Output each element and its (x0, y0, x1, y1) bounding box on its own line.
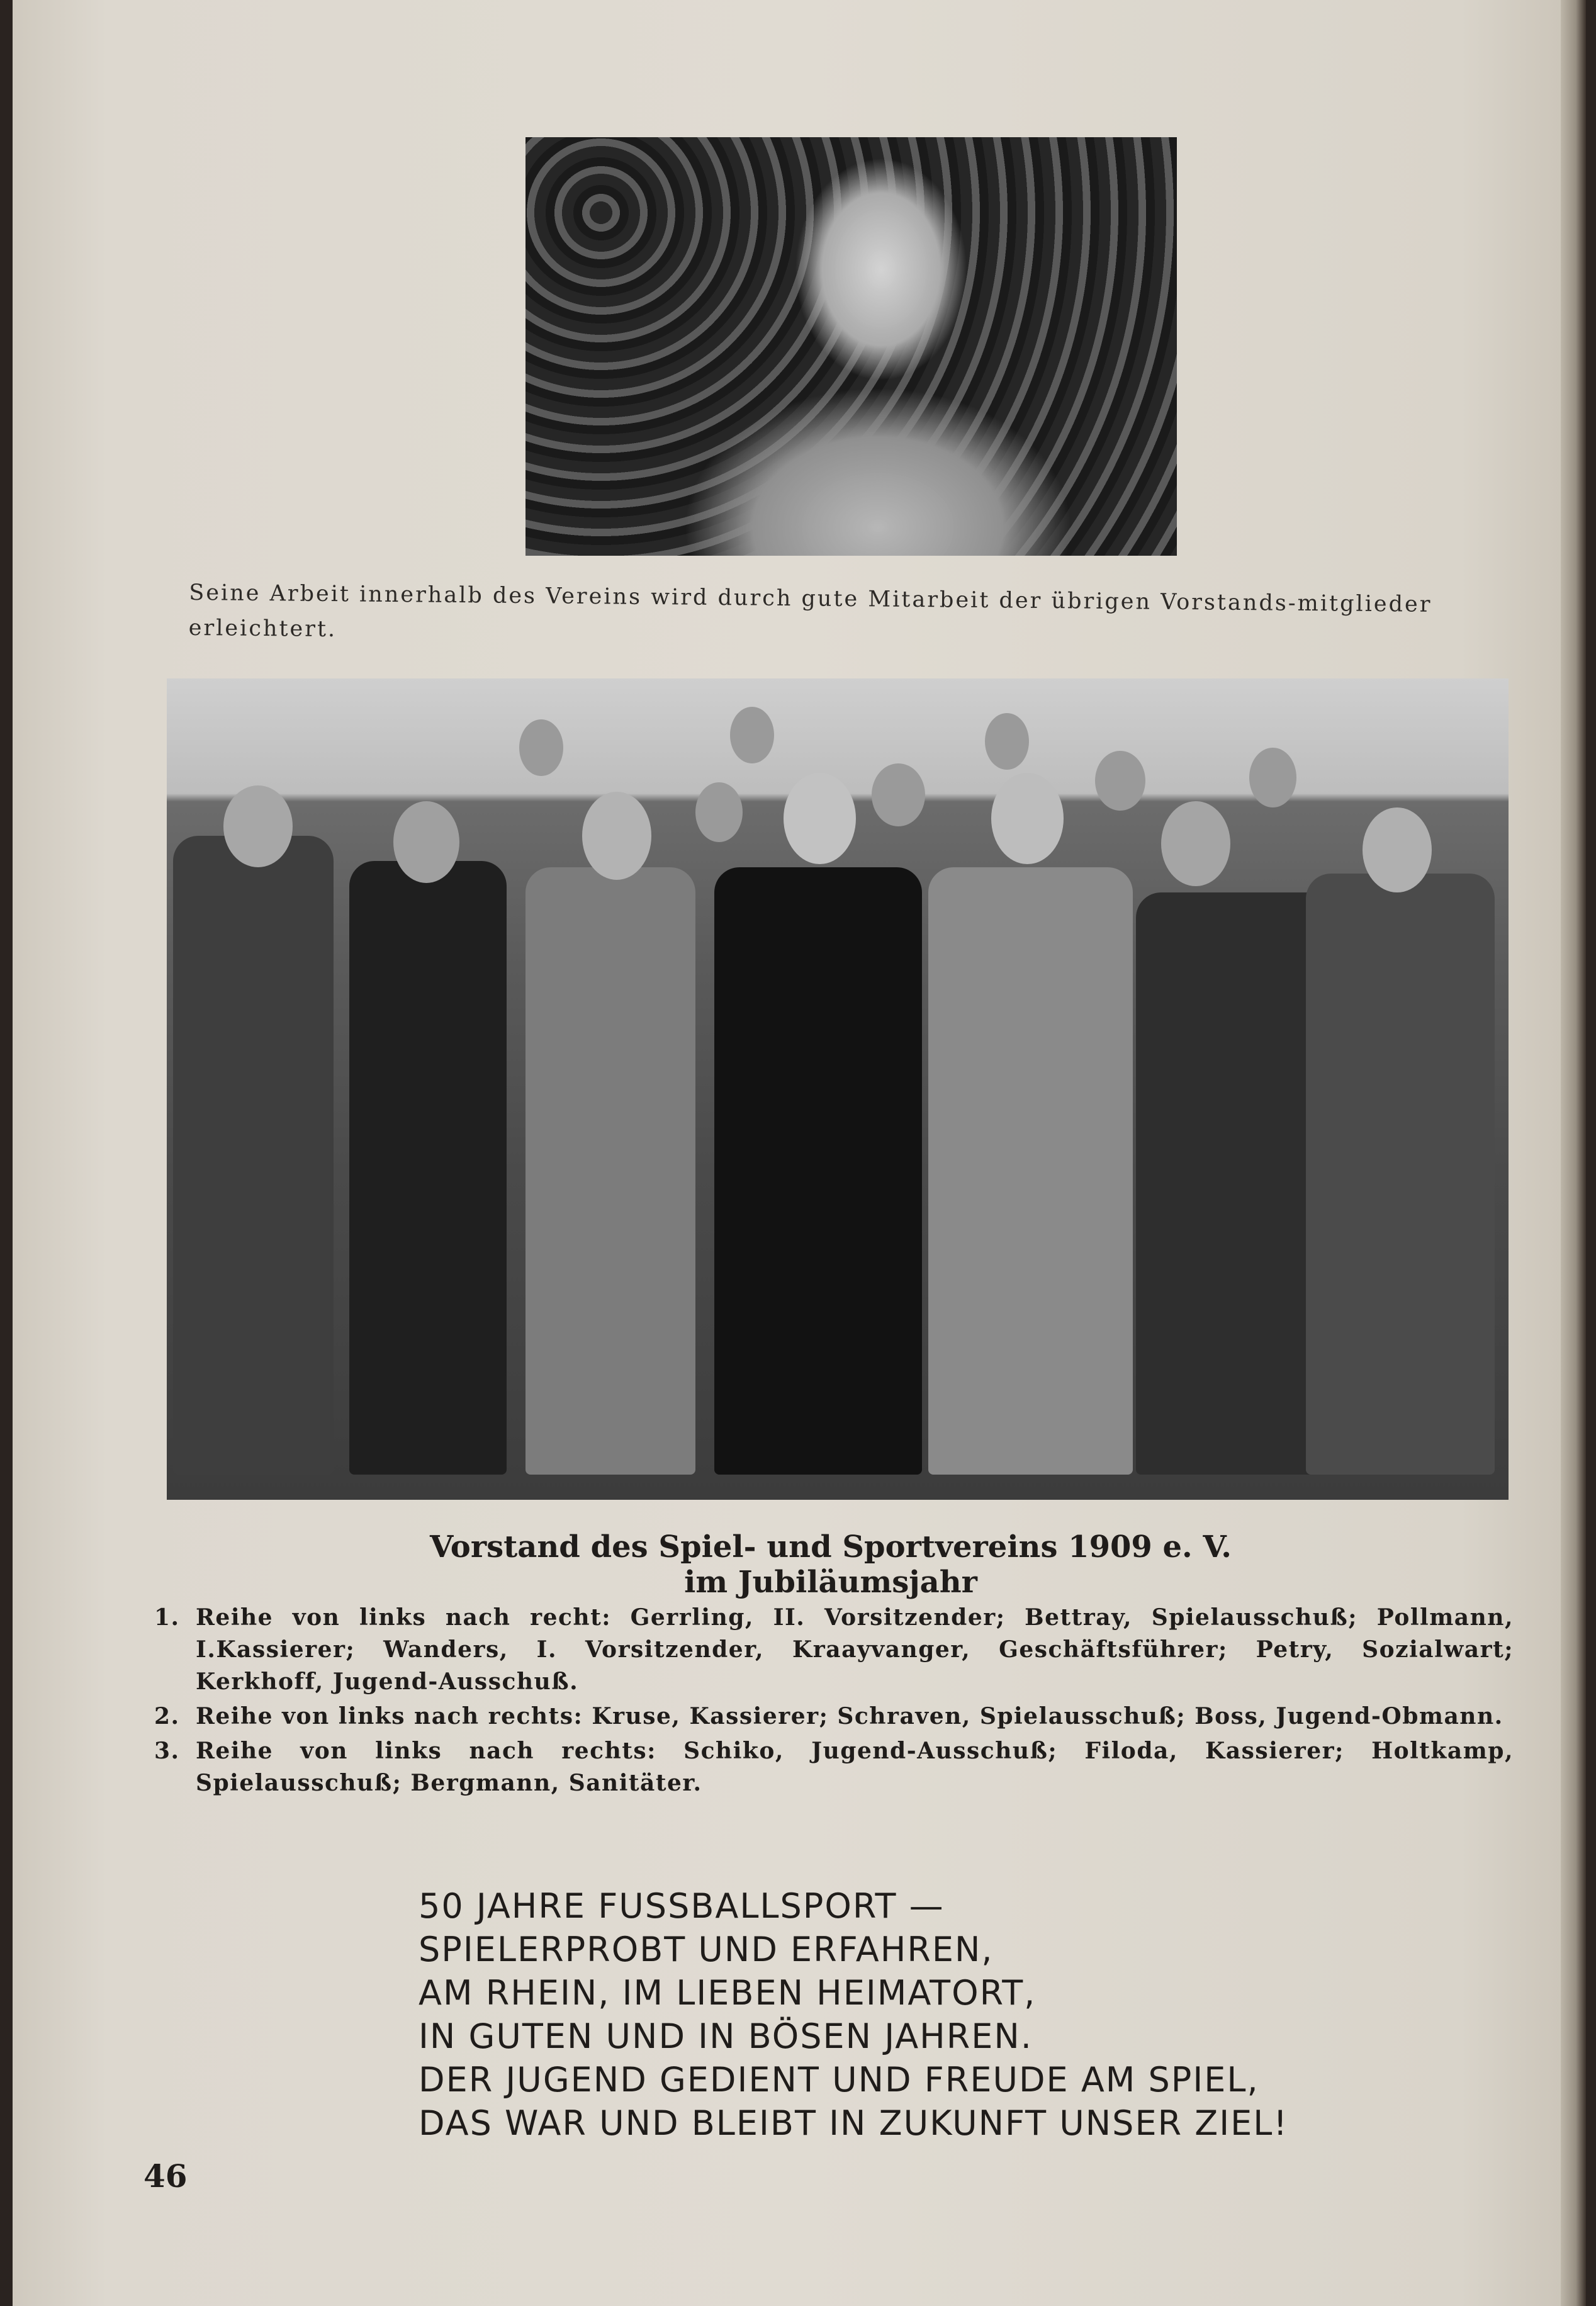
row-number: 2. (154, 1703, 180, 1730)
poem-line: DAS WAR UND BLEIBT IN ZUKUNFT UNSER ZIEL! (419, 2103, 1289, 2143)
row-description-1 (154, 1602, 1514, 1698)
row-text: Reihe von links nach rechts: Schiko, Jugend-Ausschuß; Filoda, Kassierer; Holtkamp, Spielausschuß; Bergmann, Sanitäter. (196, 1738, 1514, 1796)
board-title (201, 1529, 1460, 1600)
row-text: Reihe von links nach recht: Gerrling, II. Vorsitzender; Bettray, Spielausschuß; Pollmann, I.Kassierer; Wanders, I. Vorsitzender, Kraayvanger, Geschäftsführer; Petry, Sozialwart; Kerkhoff, Jugend-Ausschuß. (196, 1604, 1514, 1695)
row-descriptions (154, 1602, 1514, 1802)
row-number: 3. (154, 1738, 180, 1764)
portrait-caption: Seine Arbeit innerhalb des Vereins wird durch gute Mitarbeit der übrigen Vorstands-mitglieder erleichtert. (188, 580, 1432, 643)
row-description-3 (154, 1735, 1514, 1799)
poem (419, 1884, 1596, 2145)
portrait-photo (525, 137, 1177, 556)
row-description-2 (154, 1701, 1514, 1733)
board-title-line2: im Jubiläumsjahr (684, 1565, 977, 1600)
row-text: Reihe von links nach rechts: Kruse, Kassierer; Schraven, Spielausschuß; Boss, Jugend-Obmann. (196, 1703, 1503, 1730)
poem-line: IN GUTEN UND IN BÖSEN JAHREN. (419, 2016, 1033, 2056)
group-photo (167, 678, 1509, 1500)
poem-line: 50 JAHRE FUSSBALLSPORT — (419, 1886, 945, 1926)
board-title-line1: Vorstand des Spiel- und Sportvereins 1909 e. V. (429, 1529, 1232, 1565)
poem-line: DER JUGEND GEDIENT UND FREUDE AM SPIEL, (419, 2060, 1259, 2100)
page-number: 46 (143, 2157, 188, 2195)
row-number: 1. (154, 1604, 180, 1631)
book-page (13, 0, 1586, 2306)
poem-line: AM RHEIN, IM LIEBEN HEIMATORT, (419, 1973, 1037, 2013)
poem-line: SPIELERPROBT UND ERFAHREN, (419, 1930, 994, 1969)
